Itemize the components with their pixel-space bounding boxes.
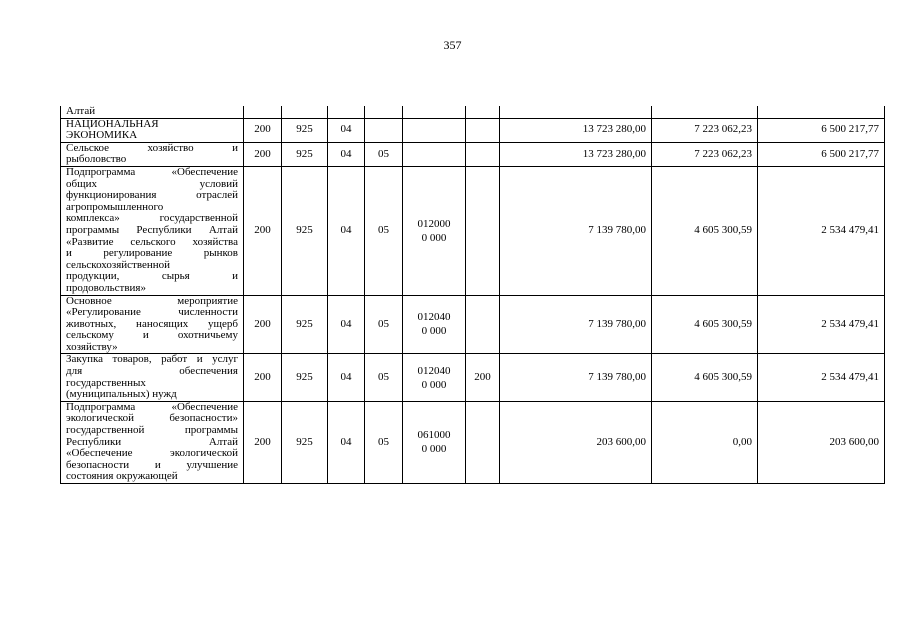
table-row [61,142,885,166]
code-section: 04 [328,295,365,354]
code-expense-type [466,118,500,142]
code-admin: 200 [244,295,282,354]
table-row [61,118,885,142]
code-section: 04 [328,166,365,295]
description-line: функционирования отраслей [66,189,238,202]
code-admin: 200 [244,142,282,166]
description-line: состояния окружающей [66,470,178,483]
code-target [403,401,466,483]
code-ministry: 925 [282,295,328,354]
target-code-text: 0120400 000 [417,364,451,391]
amount-executed: 4 605 300,59 [652,354,758,401]
description-line: рыболовство [66,153,127,166]
code-section: 04 [328,118,365,142]
code-expense-type [466,166,500,295]
row-description [61,295,244,354]
amount-executed: 4 605 300,59 [652,295,758,354]
amount-executed: 4 605 300,59 [652,166,758,295]
description-line: безопасности и улучшение [66,458,238,471]
amount-planned: 13 723 280,00 [500,118,652,142]
code-subsection: 05 [365,354,403,401]
table-row [61,401,885,483]
description-line: хозяйству» [66,340,118,353]
description-line: (муниципальных) нужд [66,388,177,401]
description-line: Сельское хозяйство и [66,141,238,154]
code-ministry [282,106,328,118]
description-line: «Обеспечение экологической [66,447,238,460]
amount-remaining: 2 534 479,41 [758,166,885,295]
table-row [61,354,885,401]
code-expense-type [466,401,500,483]
amount-planned: 7 139 780,00 [500,166,652,295]
amount-planned: 7 139 780,00 [500,354,652,401]
amount-planned: 203 600,00 [500,401,652,483]
description-line: государственной программы [66,424,238,437]
table-row [61,106,885,118]
description-line: общих условий [66,177,238,190]
code-ministry: 925 [282,142,328,166]
description-line: Закупка товаров, работ и услуг [66,353,238,366]
description-line: Подпрограмма «Обеспечение [66,400,238,413]
amount-remaining: 203 600,00 [758,401,885,483]
amount-remaining: 6 500 217,77 [758,118,885,142]
description-line: агропромышленного [66,200,164,213]
description-line: Алтай [66,105,96,117]
code-ministry: 925 [282,354,328,401]
code-ministry: 925 [282,401,328,483]
target-code-text: 0610000 000 [417,429,451,456]
amount-remaining [758,106,885,118]
amount-remaining: 2 534 479,41 [758,295,885,354]
table-row [61,166,885,295]
description-line: программы Республики Алтай [66,223,238,236]
target-code-text: 0120000 000 [417,217,451,244]
code-admin: 200 [244,354,282,401]
page-number: 357 [443,38,462,52]
row-description [61,354,244,401]
description-line: Подпрограмма «Обеспечение [66,165,238,178]
amount-executed: 7 223 062,23 [652,118,758,142]
amount-executed: 0,00 [652,401,758,483]
code-target [403,106,466,118]
code-target [403,295,466,354]
code-target [403,166,466,295]
amount-executed [652,106,758,118]
row-description [61,166,244,295]
description-line: сельскому и охотничьему [66,329,238,342]
code-subsection: 05 [365,295,403,354]
target-code-text: 0120400 000 [417,311,451,338]
code-subsection [365,118,403,142]
description-line: государственных [66,376,146,389]
amount-remaining: 2 534 479,41 [758,354,885,401]
code-section: 04 [328,354,365,401]
description-line: для обеспечения [66,365,238,378]
row-description [61,401,244,483]
code-expense-type [466,106,500,118]
code-expense-type [466,295,500,354]
code-subsection: 05 [365,142,403,166]
row-description [61,142,244,166]
code-target [403,354,466,401]
table-row [61,295,885,354]
description-line: НАЦИОНАЛЬНАЯ [66,117,159,130]
code-ministry: 925 [282,118,328,142]
code-ministry: 925 [282,166,328,295]
code-section: 04 [328,142,365,166]
code-section [328,106,365,118]
code-admin: 200 [244,166,282,295]
description-line: сельскохозяйственной [66,258,171,271]
code-admin [244,106,282,118]
code-expense-type [466,142,500,166]
description-line: экологической безопасности» [66,412,238,425]
description-line: животных, наносящих ущерб [66,317,238,330]
description-line: ЭКОНОМИКА [66,129,138,142]
code-admin: 200 [244,401,282,483]
amount-planned: 13 723 280,00 [500,142,652,166]
code-subsection: 05 [365,166,403,295]
code-subsection: 05 [365,401,403,483]
description-line: комплекса» государственной [66,212,238,225]
amount-remaining: 6 500 217,77 [758,142,885,166]
description-line: Основное мероприятие [66,294,238,307]
amount-executed: 7 223 062,23 [652,142,758,166]
row-description [61,118,244,142]
table-body [61,106,885,484]
code-admin: 200 [244,118,282,142]
code-expense-type: 200 [466,354,500,401]
code-target [403,142,466,166]
description-line: продовольствия» [66,281,146,294]
description-line: Республики Алтай [66,435,238,448]
description-line: «Регулирование численности [66,306,238,319]
code-subsection [365,106,403,118]
code-section: 04 [328,401,365,483]
description-line: «Развитие сельского хозяйства [66,235,238,248]
row-description [61,106,244,118]
budget-table [60,106,885,484]
amount-planned: 7 139 780,00 [500,295,652,354]
code-target [403,118,466,142]
amount-planned [500,106,652,118]
description-line: и регулирование рынков [66,247,238,260]
description-line: продукции, сырья и [66,270,238,283]
